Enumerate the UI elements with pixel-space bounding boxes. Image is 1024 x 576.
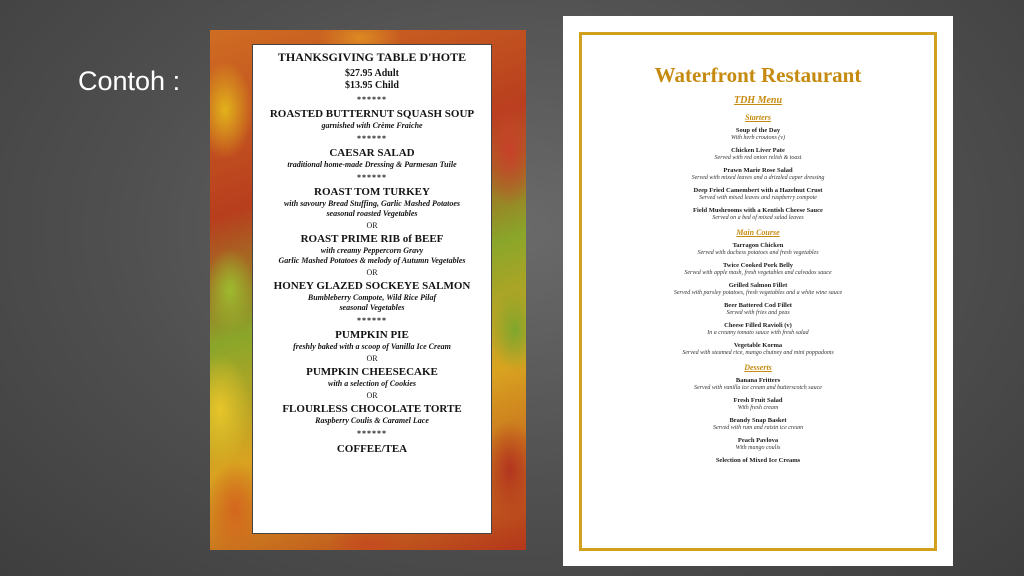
separator: ****** — [357, 134, 387, 143]
item-name: Vegetable Korma — [733, 342, 783, 349]
menu-item — [582, 417, 934, 432]
or-label: OR — [366, 221, 378, 230]
dish-desc: with creamy Peppercorn Gravy — [320, 246, 424, 255]
item-name: Brandy Snap Basket — [729, 417, 787, 424]
item-name: Twice Cooked Pork Belly — [722, 262, 794, 269]
or-label: OR — [366, 354, 378, 363]
dish-name: CAESAR SALAD — [329, 147, 415, 159]
separator: ****** — [357, 173, 387, 182]
item-name: Cheese Filled Ravioli (v) — [724, 322, 792, 329]
dish-name: ROAST PRIME RIB of BEEF — [300, 233, 444, 245]
menu-item — [582, 397, 934, 412]
menu-item — [582, 187, 934, 202]
waterfront-menu-image — [563, 16, 953, 566]
dish-name: COFFEE/TEA — [336, 443, 408, 455]
menu-item — [582, 342, 934, 357]
dish-desc: garnished with Crème Fraiche — [321, 121, 423, 130]
restaurant-title: Waterfront Restaurant — [654, 63, 862, 87]
or-label: OR — [366, 268, 378, 277]
dish-desc: traditional home-made Dressing & Parmesan Tuile — [287, 160, 457, 169]
menu-item — [582, 322, 934, 337]
item-name: Banana Fritters — [735, 377, 781, 384]
menu-item — [582, 437, 934, 452]
item-desc: Served with red onion relish & toast — [714, 155, 802, 161]
dish-name: PUMPKIN PIE — [335, 329, 409, 341]
dish-desc: freshly baked with a scoop of Vanilla Ice Cream — [293, 342, 451, 351]
dish-desc: Garlic Mashed Potatoes & melody of Autumn Vegetables — [278, 256, 466, 265]
menu-item — [582, 127, 934, 142]
menu-title: THANKSGIVING TABLE D'HOTE — [277, 50, 467, 64]
menu-item — [582, 282, 934, 297]
item-name: Chicken Liver Pate — [731, 147, 785, 154]
slide-title: Contoh : — [78, 66, 181, 96]
dish-desc: seasonal Vegetables — [339, 303, 405, 312]
item-name: Deep Fried Camembert with a Hazelnut Crust — [693, 187, 823, 194]
dish-name: ROASTED BUTTERNUT SQUASH SOUP — [269, 108, 475, 120]
item-desc: Served with steamed rice, mango chutney and mini poppadoms — [682, 350, 834, 356]
item-desc: Served with duchess potatoes and fresh vegetables — [697, 250, 819, 256]
item-name: Grilled Salmon Fillet — [728, 282, 788, 289]
dish-name: ROAST TOM TURKEY — [314, 186, 430, 198]
thanksgiving-menu-image — [210, 30, 526, 550]
dish-name: FLOURLESS CHOCOLATE TORTE — [282, 403, 462, 415]
item-desc: With herb croutons (v) — [731, 135, 785, 141]
dish-name: HONEY GLAZED SOCKEYE SALMON — [273, 280, 471, 292]
menu-item — [582, 457, 934, 465]
item-desc: Served with mixed leaves and raspberry compote — [699, 195, 817, 201]
price-adult: $27.95 Adult — [345, 68, 399, 79]
item-name: Peach Pavlova — [737, 437, 779, 444]
menu-subtitle: TDH Menu — [733, 95, 783, 106]
menu-item — [582, 302, 934, 317]
menu-item — [582, 242, 934, 257]
item-desc: Served with rum and raisin ice cream — [712, 425, 804, 431]
item-name: Fresh Fruit Salad — [733, 397, 783, 404]
section-heading-main-course: Main Course — [736, 228, 780, 237]
dish-desc: seasonal roasted Vegetables — [326, 209, 418, 218]
thanksgiving-menu-card — [252, 44, 492, 534]
dish-name: PUMPKIN CHEESECAKE — [306, 366, 438, 378]
item-name: Beer Battered Cod Fillet — [724, 302, 792, 309]
separator: ****** — [357, 429, 387, 438]
dish-desc: with a selection of Cookies — [328, 379, 416, 388]
item-name: Field Mushrooms with a Kentish Cheese Sauce — [693, 207, 823, 214]
or-label: OR — [366, 391, 378, 400]
menu-item — [582, 207, 934, 222]
item-name: Soup of the Day — [735, 127, 781, 134]
menu-item — [582, 262, 934, 277]
section-heading-desserts: Desserts — [744, 363, 772, 372]
waterfront-menu-card — [579, 32, 937, 551]
separator: ****** — [357, 316, 387, 325]
item-desc: Served with mixed leaves and a drizzled caper dressing — [691, 175, 825, 181]
dish-desc: with savoury Bread Stuffing, Garlic Mashed Potatoes — [283, 199, 461, 208]
item-desc: Served on a bed of mixed salad leaves — [712, 215, 804, 221]
item-name: Prawn Marie Rose Salad — [723, 167, 793, 174]
item-desc: Served with apple mash, fresh vegetables and calvados sauce — [684, 270, 832, 276]
item-desc: In a creamy tomato sauce with fresh salad — [707, 330, 809, 336]
item-desc: With fresh cream — [737, 405, 779, 411]
dish-desc: Raspberry Coulis & Caramel Lace — [315, 416, 429, 425]
item-desc: With mango coulis — [735, 445, 781, 451]
item-name: Selection of Mixed Ice Creams — [715, 457, 801, 464]
item-name: Tarragon Chicken — [732, 242, 784, 249]
price-child: $13.95 Child — [345, 80, 399, 91]
section-heading-starters: Starters — [745, 113, 771, 122]
menu-item — [582, 377, 934, 392]
item-desc: Served with parsley potatoes, fresh vegetables and a white wine sauce — [673, 290, 843, 296]
menu-item — [582, 167, 934, 182]
separator: ****** — [357, 95, 387, 104]
dish-desc: Bumbleberry Compote, Wild Rice Pilaf — [307, 293, 437, 302]
item-desc: Served with fries and peas — [726, 310, 790, 316]
item-desc: Served with vanilla ice cream and butterscotch sauce — [694, 385, 822, 391]
menu-item — [582, 147, 934, 162]
